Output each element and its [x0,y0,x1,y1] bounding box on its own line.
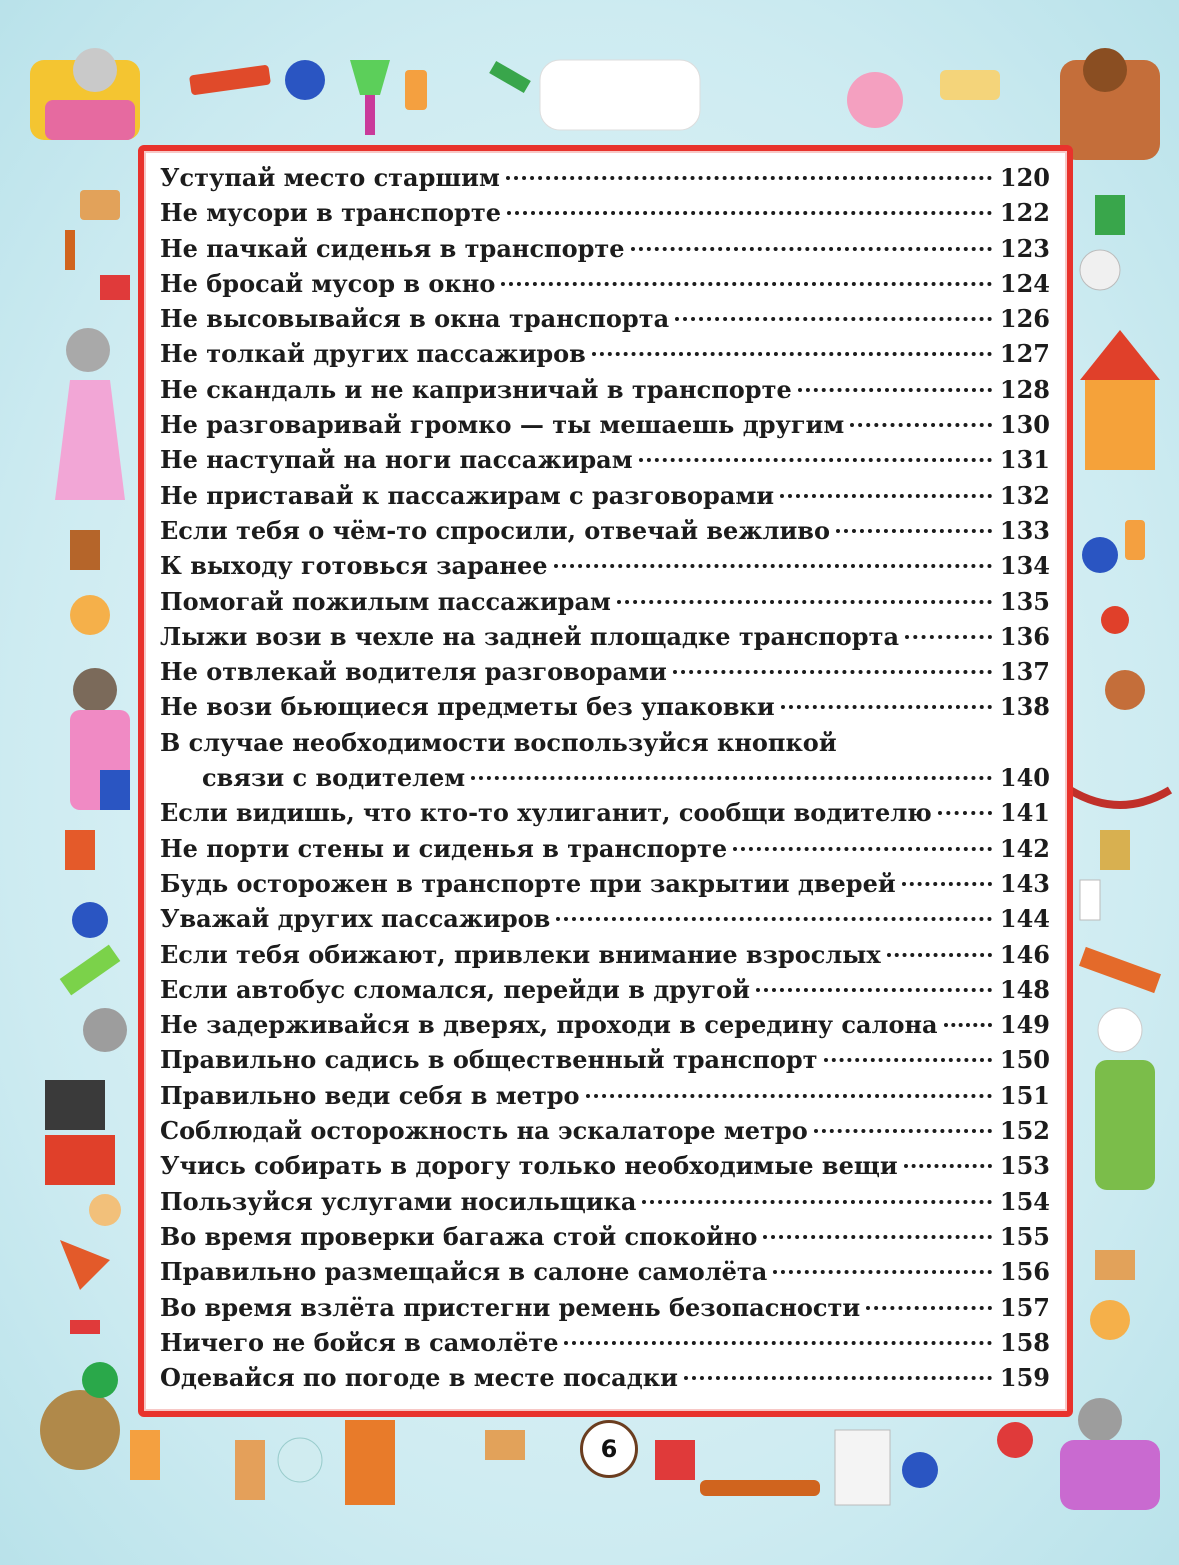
toc-entry[interactable] [160,231,1050,266]
leader-dots [506,176,992,180]
leader-dots [850,423,992,427]
leader-dots [763,1235,992,1239]
cat-tv-icon [45,1008,127,1185]
toc-entry-page: 120 [999,163,1050,192]
toc-entry[interactable] [160,619,1050,654]
toc-entry-title: Не пачкай сиденья в транспорте [160,233,625,263]
leader-dots [904,1164,992,1168]
leader-dots [675,317,992,321]
toc-entry[interactable] [160,1113,1050,1148]
toc-entry-page: 153 [999,1151,1050,1181]
toc-entry-page: 141 [999,798,1050,828]
toc-entry-title: Не порти стены и сиденья в транспорте [160,833,728,863]
toc-entry-page: 124 [999,268,1050,298]
toc-entry-title: Не приставай к пассажирам с разговорами [160,480,775,510]
leader-dots [824,1058,992,1062]
leader-dots [938,811,992,815]
toc-entry-page: 135 [999,586,1050,616]
toc-entry-page: 123 [999,233,1050,263]
toc-entry[interactable] [160,1042,1050,1077]
toc-entry-page: 144 [999,904,1050,934]
toc-entry-page: 151 [999,1080,1050,1110]
toc-entry[interactable] [160,972,1050,1007]
turtle-icon [40,1362,120,1470]
toc-entry-title: Пользуйся услугами носильщика [160,1186,637,1216]
toc-entry-title: Ничего не бойся в самолёте [160,1327,559,1357]
leader-dots [756,988,992,992]
toc-entry-page: 140 [999,763,1050,793]
toc-entry-page: 126 [999,304,1050,334]
leader-dots [814,1129,992,1133]
toc-entry-title: Если тебя обижают, привлеки внимание взрослых [160,939,881,969]
toc-entry-title: Правильно веди себя в метро [160,1080,580,1110]
leader-dots [684,1376,992,1380]
leader-dots [781,705,992,709]
toc-entry-page: 128 [999,374,1050,404]
leader-dots [905,635,992,639]
toc-entry[interactable] [160,336,1050,371]
toc-entry[interactable] [160,901,1050,936]
toc-entry-page: 148 [999,974,1050,1004]
leader-dots [836,529,992,533]
toc-entry-page: 159 [999,1363,1050,1393]
leader-dots [944,1023,992,1027]
toc-entry[interactable] [160,1254,1050,1289]
toc-entry[interactable] [160,195,1050,230]
leader-dots [564,1341,992,1345]
toc-entry-page: 136 [999,621,1050,651]
toc-entry-title: Не отвлекай водителя разговорами [160,657,667,687]
toc-entry-title: Не вози бьющиеся предметы без упаковки [160,692,775,722]
toc-entry-title: Уважай других пассажиров [160,904,551,934]
toc-entry[interactable] [160,795,1050,830]
cat-armchair-icon [1060,1398,1160,1510]
toc-entry-continuation[interactable] [160,760,1050,795]
leader-dots [586,1094,993,1098]
toc-entry-page: 133 [999,515,1050,545]
toc-entry[interactable] [160,1078,1050,1113]
toc-entry-page: 146 [999,939,1050,969]
toc-entry-page: 137 [999,657,1050,687]
toc-entry[interactable] [160,937,1050,972]
toc-entry[interactable] [160,372,1050,407]
toc-entry-page: 127 [999,339,1050,369]
toc-entry[interactable] [160,1148,1050,1183]
leader-dots [733,847,992,851]
household-items-icon [189,65,271,96]
toc-entry-title: Будь осторожен в транспорте при закрытии дверей [160,868,896,898]
toc-entry-page: 155 [999,1221,1050,1251]
toc-entry-page: 132 [999,480,1050,510]
toc-entry-page: 157 [999,1292,1050,1322]
toc-entry-page: 154 [999,1186,1050,1216]
toc-entry-page: 149 [999,1010,1050,1040]
page-number: 6 [580,1420,638,1478]
leader-dots [639,458,992,462]
toc-entry-page: 134 [999,551,1050,581]
toc-entry-page: 152 [999,1116,1050,1146]
leader-dots [773,1270,992,1274]
toc-entry[interactable] [160,584,1050,619]
toc-entry-title: Если видишь, что кто-то хулиганит, сообщи водителю [160,798,932,828]
toc-entry-title: Соблюдай осторожность на эскалаторе метро [160,1116,808,1146]
toc-entry[interactable] [160,1325,1050,1360]
toc-entry-title: К выходу готовься заранее [160,551,548,581]
leader-dots [617,600,992,604]
toc-entry[interactable] [160,266,1050,301]
leader-dots [780,494,992,498]
leader-dots [556,917,992,921]
toc-entry-title: Лыжи вози в чехле на задней площадке транспорта [160,621,900,651]
toc-entry-title: Не мусори в транспорте [160,198,501,228]
toc-entry[interactable] [160,831,1050,866]
toc-entry-title: Во время взлёта пристегни ремень безопасности [160,1292,861,1322]
toc-entry-title: связи с водителем [202,763,466,793]
toc-entry-title: Если автобус сломался, перейди в другой [160,974,750,1004]
goose-icon [1095,1008,1155,1190]
leader-dots [507,211,992,215]
toc-entry-title: В случае необходимости воспользуйся кнопкой [160,727,837,757]
table-of-contents [160,160,1050,1395]
toc-entry-title: Не скандаль и не капризничай в транспорте [160,374,792,404]
toc-entry-title: Правильно садись в общественный транспорт [160,1045,818,1075]
house-icon [1080,330,1160,470]
leader-dots [592,352,992,356]
toc-entry[interactable] [160,160,1050,195]
toc-entry-page: 138 [999,692,1050,722]
toc-entry[interactable] [160,1290,1050,1325]
leader-dots [471,776,992,780]
toc-entry-title: Одевайся по погоде в месте посадки [160,1363,678,1393]
toc-entry-page: 143 [999,868,1050,898]
toc-entry-title: Не бросай мусор в окно [160,268,496,298]
toc-entry-page: 122 [999,198,1050,228]
toc-entry-title: Не задерживайся в дверях, проходи в середину салона [160,1010,938,1040]
leader-dots [642,1200,992,1204]
leader-dots [798,388,992,392]
toc-entry[interactable] [160,478,1050,513]
toc-entry-title: Не наступай на ноги пассажирам [160,445,633,475]
dog-reading-icon [1060,48,1160,160]
leader-dots [866,1306,992,1310]
toc-entry-title: Если тебя о чём-то спросили, отвечай вежливо [160,515,830,545]
toc-entry[interactable] [160,1184,1050,1219]
toc-entry[interactable] [160,407,1050,442]
toc-entry[interactable] [160,866,1050,901]
toc-entry-page: 158 [999,1327,1050,1357]
bear-rocking-horse-icon [1070,670,1170,805]
toc-entry-page: 156 [999,1257,1050,1287]
raccoon-cook-icon [70,668,130,810]
mouse-in-bed-icon [30,48,140,140]
leader-dots [501,282,992,286]
cat-lady-icon [55,328,125,500]
toc-entry[interactable] [160,725,1050,760]
toc-entry-title: Учись собирать в дорогу только необходимые вещи [160,1151,898,1181]
toc-entry-title: Не толкай других пассажиров [160,339,586,369]
leader-dots [554,564,992,568]
toc-entry[interactable] [160,1007,1050,1042]
toc-entry-title: Уступай место старшим [160,163,500,192]
toc-entry-title: Помогай пожилым пассажирам [160,586,611,616]
leader-dots [887,953,992,957]
toc-entry[interactable] [160,442,1050,477]
toc-entry[interactable] [160,654,1050,689]
leader-dots [631,247,992,251]
toc-entry[interactable] [160,301,1050,336]
toc-entry-page: 150 [999,1045,1050,1075]
toc-entry-page: 142 [999,833,1050,863]
toc-entry[interactable] [160,689,1050,724]
toc-entry-title: Во время проверки багажа стой спокойно [160,1221,758,1251]
leader-dots [673,670,992,674]
toc-entry-title: Правильно размещайся в салоне самолёта [160,1257,768,1287]
toc-entry[interactable] [160,513,1050,548]
toc-entry-page: 131 [999,445,1050,475]
toc-entry-title: Не высовывайся в окна транспорта [160,304,670,334]
leader-dots [902,882,992,886]
toc-entry-title: Не разговаривай громко — ты мешаешь другим [160,410,845,440]
toc-entry[interactable] [160,1219,1050,1254]
toc-entry-page: 130 [999,410,1050,440]
toc-entry[interactable] [160,548,1050,583]
toc-entry[interactable] [160,1360,1050,1395]
